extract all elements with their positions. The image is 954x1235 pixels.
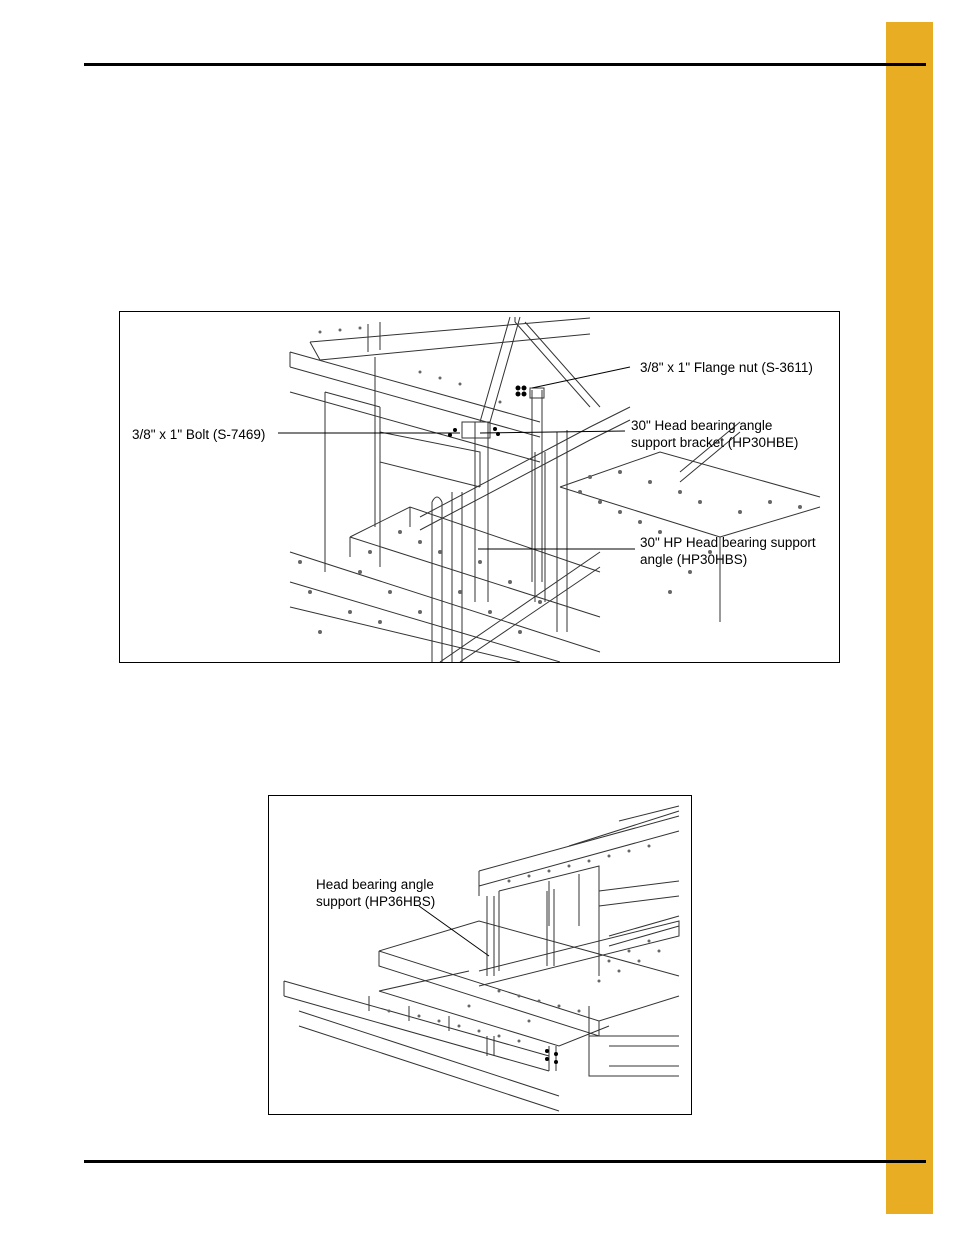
header-rule [84, 63, 926, 66]
callout-bolt: 3/8" x 1" Bolt (S-7469) [132, 427, 266, 442]
callout-flange-nut: 3/8" x 1" Flange nut (S-3611) [640, 360, 813, 375]
callout-head-bearing-support-line-1: Head bearing angle [316, 877, 434, 892]
figure-1-bracket-assembly [119, 311, 840, 663]
callout-bracket-line-1: 30" Head bearing angle [631, 418, 773, 433]
chapter-tab [886, 22, 933, 1214]
callout-support-angle-line-2: angle (HP30HBS) [640, 552, 748, 567]
figure-2-illustration [269, 796, 691, 1114]
callout-head-bearing-support-line-2: support (HP36HBS) [316, 894, 436, 909]
callout-support-angle-line-1: 30" HP Head bearing support [640, 535, 816, 550]
callout-bracket-line-2: support bracket (HP30HBE) [631, 435, 799, 450]
callout-bracket [631, 417, 798, 451]
footer-rule [84, 1160, 926, 1163]
figure-2-support-assembly [268, 795, 692, 1115]
callout-head-bearing-support [316, 876, 435, 910]
callout-support-angle [640, 534, 816, 568]
